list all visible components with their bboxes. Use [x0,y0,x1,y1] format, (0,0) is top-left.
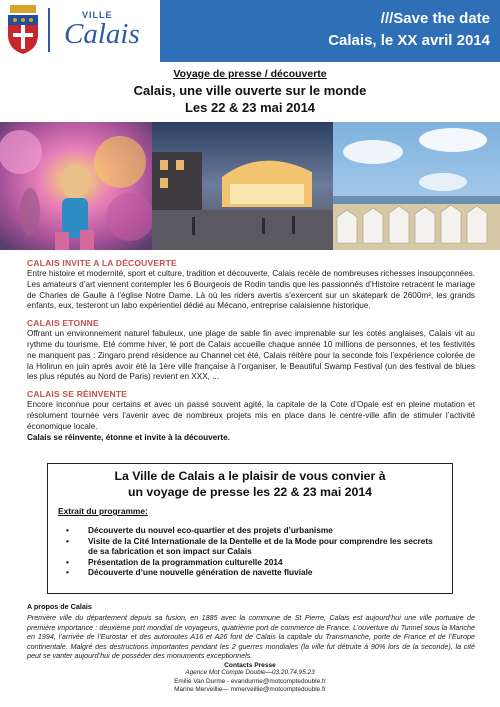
article-body [27,258,475,443]
save-the-date-banner [160,0,500,62]
program-item-text: Découverte du nouvel eco-quartier et des projets d’urbanisme [88,525,333,535]
city-logo [0,0,160,62]
bullet-icon: • [66,535,69,546]
program-list [58,525,442,578]
logo-calais-text: Calais [64,18,140,50]
contacts-person-1: Emilie Van Durme - evandurme@motcomptedouble.fr [174,677,326,685]
about-text: Première ville du département depuis sa fusion, en 1885 avec la commune de St Pierre, Calais est aujourd’hui une ville portuaire de première importance : deuxième port mondial de voyageurs, quatrième port de commerce de France. L’ouverture du Tunnel sous la Manche en 1994, l’arrivée de l’Eurostar et des autoroutes A16 et A26 font de Calais la capitale du Transmanche, porte de France et de l’Europe continentale. Malgré des destructions importantes pendant les 2 guerres mondiales (la ville fut détruite à 90% lors de la seconde), la cité peut se vanter aujourd’hui de posséder des monuments exceptionnels. [27,613,475,660]
section-heading-reinvente: CALAIS SE RÉINVENTE [27,389,128,400]
invitation-heading-1: La Ville de Calais a le plaisir de vous convier à [114,469,386,483]
photo-beach-huts [333,122,500,250]
program-item-text: Visite de la Cité Internationale de la Dentelle et de la Mode pour comprendre les secrets de sa fabrication et son impact sur Calais [88,535,433,557]
list-item [58,525,442,536]
about-section [27,602,475,661]
bullet-icon: • [66,567,69,578]
list-item [58,567,442,578]
about-heading: A propos de Calais [27,602,92,611]
press-contacts [0,662,500,695]
program-item-text: Présentation de la programmation culturelle 2014 [88,556,283,567]
program-label: Extrait du programme: [58,506,148,516]
section-text-etonne: Offrant un environnement naturel fabuleux, une plage de sable fin avec imprenable sur les cotés anglaises, Calais vit au rythme du tourisme. Eté comme hiver, le port de Calais accueille chaque année 10 millions de personnes, et les festivités ne manquent pas : Zingaro prend résidence au Channel cet été, Calais réitère pour la seconde fois l’expérience colorée de la Holirun en juin après avoir été la 1ère ville française à l’organiser, le Beautiful Swamp Festival (un des festival de blues les plus réputés au Nord de Paris) revient en XXX, ... [27,329,475,382]
title-dates: Les 22 & 23 mai 2014 [184,100,316,115]
logo-ville-text: VILLE [82,10,113,20]
section-text-reinvente: Encore inconnue pour certains et avec un passé souvent agité, la capitale de la Cote d’Opale est en pleine mutation et résolument tournée vers l’avenir avec de nombreux projets mis en place dans le centre-ville afin de stimuler l’activité économique locale. [27,400,475,431]
photo-strip [0,122,500,250]
contacts-heading: Contacts Presse [224,662,276,669]
photo-color-run [0,122,152,250]
list-item [58,536,442,557]
contacts-person-2: Marine Merveillie— mmerveillie@motcomptedouble.fr [174,686,326,694]
contacts-agency: Agence Mot Compte Double—03.20.74.95.23 [185,669,315,676]
closing-line: Calais se réinvente, étonne et invite à la découverte. [27,432,230,442]
list-item [58,557,442,568]
coat-of-arms-icon [6,5,40,55]
invitation-box [47,463,453,594]
title-block [0,68,500,115]
bullet-icon: • [66,525,69,535]
bullet-icon: • [66,556,69,567]
section-text-invite: Entre histoire et modernité, sport et culture, tradition et découverte, Calais recèle de nombreuses richesses insoupçonnées. Les amateurs d’art viennent contempler les 6 Bourgeois de Rodin tandis que les passionnés d’Histoire retracent le mariage de Charles de Gaulle à l’église Notre Dame. Là où les riders avertis s’exercent sur un skatepark de 2600m², les grands enfants, eux, testeront un labo expérientiel dédié au Mécano, entreprise calaisienne historique. [27,269,475,311]
invitation-heading-2: un voyage de presse les 22 & 23 mai 2014 [127,485,373,499]
page-header [0,0,500,62]
photo-night-building [152,122,333,250]
banner-save-the-date: ///Save the date [380,10,490,27]
logo-divider [48,8,50,52]
program-item-text: Découverte d’une nouvelle génération de navette fluviale [88,567,313,578]
section-heading-etonne: CALAIS ETONNE [27,318,99,329]
title-kicker: Voyage de presse / découverte [173,68,327,80]
section-heading-invite: CALAIS INVITE A LA DÉCOUVERTE [27,258,177,268]
title-headline: Calais, une ville ouverte sur le monde [133,83,367,98]
banner-date: Calais, le XX avril 2014 [328,32,490,49]
